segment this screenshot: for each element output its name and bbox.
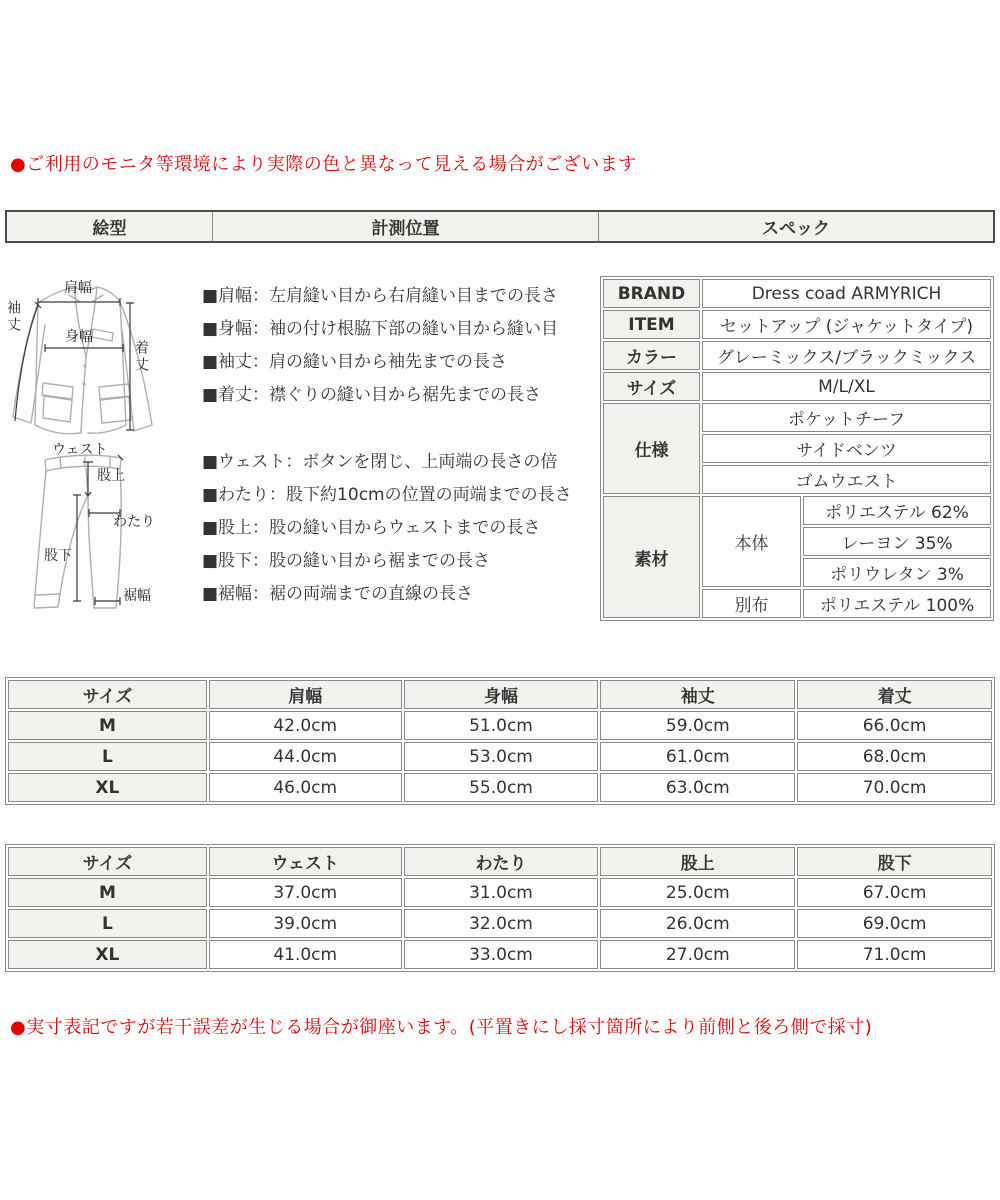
column-header: わたり	[404, 847, 599, 876]
material-value: ポリエステル 62%	[803, 496, 991, 525]
pants-rise-label: 股上	[97, 468, 125, 484]
jacket-measure-notes	[202, 280, 558, 412]
value-cell: 42.0cm	[209, 711, 402, 740]
column-header: 肩幅	[209, 680, 402, 709]
note-inseam: ■股下：股の縫い目から裾までの長さ	[202, 551, 491, 571]
note-body-width: ■身幅：袖の付け根脇下部の縫い目から縫い目	[202, 319, 559, 339]
jacket-shoulder-label: 肩幅	[64, 280, 92, 296]
material-other-label: 別布	[702, 589, 801, 618]
spec-row-size	[603, 372, 991, 401]
jacket-size-table	[5, 677, 995, 805]
value-cell: 68.0cm	[797, 742, 992, 771]
spec-value: グレーミックス/ブラックミックス	[702, 341, 991, 370]
pants-waist-label: ウェスト	[52, 442, 108, 458]
value-cell: 32.0cm	[404, 909, 599, 938]
table-row	[8, 878, 992, 907]
header-cell-measure-position: 計測位置	[212, 212, 598, 241]
value-cell: 53.0cm	[404, 742, 599, 771]
table-header-row	[8, 847, 992, 876]
size-cell: L	[8, 742, 207, 771]
spec-row-item	[603, 310, 991, 339]
jacket-body-width-label: 身幅	[65, 329, 93, 345]
value-cell: 27.0cm	[600, 940, 795, 969]
value-cell: 67.0cm	[797, 878, 992, 907]
column-header: 股上	[600, 847, 795, 876]
pants-thigh-label: わたり	[113, 514, 155, 530]
value-cell: 61.0cm	[600, 742, 795, 771]
value-cell: 46.0cm	[209, 773, 402, 802]
value-cell: 55.0cm	[404, 773, 599, 802]
size-cell: M	[8, 711, 207, 740]
column-header: サイズ	[8, 680, 207, 709]
pants-measure-notes	[202, 446, 572, 611]
spec-label: BRAND	[603, 279, 700, 308]
table-row	[8, 742, 992, 771]
value-cell: 37.0cm	[209, 878, 402, 907]
table-header-row	[8, 680, 992, 709]
value-cell: 71.0cm	[797, 940, 992, 969]
table-row	[8, 909, 992, 938]
monitor-color-notice: ●ご利用のモニタ等環境により実際の色と異なって見える場合がございます	[10, 154, 637, 175]
jacket-sleeve-label: 袖丈	[5, 300, 21, 334]
spec-value: ポケットチーフ	[702, 403, 991, 432]
section-header-table	[5, 210, 995, 243]
value-cell: 44.0cm	[209, 742, 402, 771]
spec-row-brand	[603, 279, 991, 308]
material-value: レーヨン 35%	[803, 527, 991, 556]
size-cell: XL	[8, 773, 207, 802]
value-cell: 66.0cm	[797, 711, 992, 740]
note-sleeve: ■袖丈：肩の縫い目から袖先までの長さ	[202, 352, 508, 372]
column-header: 股下	[797, 847, 992, 876]
spec-value: セットアップ (ジャケットタイプ)	[702, 310, 991, 339]
value-cell: 69.0cm	[797, 909, 992, 938]
spec-label: サイズ	[603, 372, 700, 401]
pants-hem-label: 裾幅	[123, 588, 151, 604]
note-waist: ■ウェスト：ボタンを閉じ、上両端の長さの倍	[202, 452, 558, 472]
value-cell: 51.0cm	[404, 711, 599, 740]
table-row	[8, 940, 992, 969]
header-cell-drawing: 絵型	[92, 219, 127, 239]
spec-label-material: 素材	[603, 496, 700, 618]
spec-value: M/L/XL	[702, 372, 991, 401]
note-shoulder: ■肩幅：左肩縫い目から右肩縫い目までの長さ	[202, 286, 559, 306]
note-rise: ■股上：股の縫い目からウェストまでの長さ	[202, 518, 541, 538]
jacket-length-label: 着丈	[133, 340, 149, 374]
value-cell: 26.0cm	[600, 909, 795, 938]
spec-value: Dress coad ARMYRICH	[702, 279, 991, 308]
table-row	[8, 711, 992, 740]
spec-value: ゴムウエスト	[702, 465, 991, 494]
column-header: ウェスト	[209, 847, 402, 876]
spec-label: ITEM	[603, 310, 700, 339]
note-thigh: ■わたり：股下約10cmの位置の両端までの長さ	[202, 485, 572, 505]
value-cell: 31.0cm	[404, 878, 599, 907]
table-row	[8, 773, 992, 802]
material-value: ポリウレタン 3%	[803, 558, 991, 587]
spec-label: カラー	[603, 341, 700, 370]
value-cell: 41.0cm	[209, 940, 402, 969]
spec-label-features: 仕様	[603, 403, 700, 494]
value-cell: 59.0cm	[600, 711, 795, 740]
note-hem: ■裾幅：裾の両端までの直線の長さ	[202, 584, 474, 604]
column-header: 着丈	[797, 680, 992, 709]
size-cell: L	[8, 909, 207, 938]
measurement-tolerance-notice: ●実寸表記ですが若干誤差が生じる場合が御座います。(平置きにし採寸箇所により前側と後ろ側で採寸)	[10, 1017, 873, 1038]
spec-row-color	[603, 341, 991, 370]
jacket-diagram	[5, 265, 195, 440]
pants-inseam-label: 股下	[44, 548, 72, 564]
material-main-label: 本体	[702, 496, 801, 587]
value-cell: 33.0cm	[404, 940, 599, 969]
spec-row-feature	[603, 403, 991, 432]
column-header: 袖丈	[600, 680, 795, 709]
spec-value: サイドベンツ	[702, 434, 991, 463]
value-cell: 25.0cm	[600, 878, 795, 907]
size-cell: XL	[8, 940, 207, 969]
column-header: 身幅	[404, 680, 599, 709]
spec-table	[600, 276, 994, 621]
note-length: ■着丈：襟ぐりの縫い目から裾先までの長さ	[202, 385, 542, 405]
column-header: サイズ	[8, 847, 207, 876]
pants-size-table	[5, 844, 995, 972]
size-cell: M	[8, 878, 207, 907]
spec-row-material	[603, 496, 991, 525]
value-cell: 70.0cm	[797, 773, 992, 802]
material-value: ポリエステル 100%	[803, 589, 991, 618]
header-cell-spec: スペック	[598, 212, 993, 241]
value-cell: 63.0cm	[600, 773, 795, 802]
value-cell: 39.0cm	[209, 909, 402, 938]
